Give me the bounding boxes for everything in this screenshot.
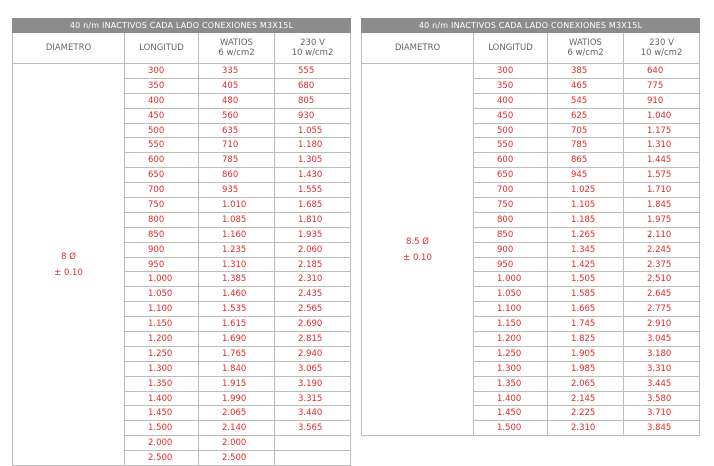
longitud-cell: 400 (125, 93, 199, 108)
longitud-cell: 800 (125, 212, 199, 227)
longitud-cell: 2.000 (125, 436, 199, 451)
longitud-cell: 300 (125, 64, 199, 79)
table-row (362, 64, 700, 79)
header-watios-label: WATIOS (569, 38, 602, 48)
longitud-cell: 1.050 (474, 287, 548, 302)
voltage-watts-cell: 680 (275, 78, 351, 93)
voltage-watts-cell: 1.305 (275, 153, 351, 168)
longitud-cell: 2.500 (125, 451, 199, 466)
longitud-cell: 1.000 (125, 272, 199, 287)
longitud-cell: 1.500 (125, 421, 199, 436)
longitud-cell: 650 (125, 168, 199, 183)
voltage-watts-cell: 930 (275, 108, 351, 123)
watios-cell: 860 (199, 168, 275, 183)
longitud-cell: 1.100 (125, 302, 199, 317)
watios-cell: 1.665 (548, 302, 624, 317)
voltage-watts-cell: 2.940 (275, 346, 351, 361)
voltage-watts-cell: 640 (624, 64, 700, 79)
watios-cell: 1.235 (199, 242, 275, 257)
voltage-watts-cell: 910 (624, 93, 700, 108)
longitud-cell: 850 (125, 227, 199, 242)
voltage-watts-cell: 1.935 (275, 227, 351, 242)
watios-cell: 935 (199, 183, 275, 198)
header-watios-unit: 6 w/cm2 (218, 48, 255, 58)
voltage-watts-cell: 2.815 (275, 332, 351, 347)
longitud-cell: 1.250 (125, 346, 199, 361)
longitud-cell: 1.400 (474, 391, 548, 406)
watios-cell: 2.065 (548, 376, 624, 391)
longitud-cell: 1.300 (125, 361, 199, 376)
watios-cell: 385 (548, 64, 624, 79)
header-longitud: LONGITUD (474, 33, 548, 64)
watios-cell: 1.160 (199, 227, 275, 242)
diameter-cell (362, 64, 474, 436)
watios-cell: 2.500 (199, 451, 275, 466)
voltage-watts-cell: 3.045 (624, 332, 700, 347)
voltage-watts-cell: 3.310 (624, 361, 700, 376)
watios-cell: 405 (199, 78, 275, 93)
voltage-watts-cell: 775 (624, 78, 700, 93)
heater-table-8-5mm (361, 18, 700, 436)
watios-cell: 1.265 (548, 227, 624, 242)
longitud-cell: 500 (474, 123, 548, 138)
diameter-value: 8 Ø (61, 251, 76, 262)
watios-cell: 1.025 (548, 183, 624, 198)
watios-cell: 945 (548, 168, 624, 183)
longitud-cell: 650 (474, 168, 548, 183)
longitud-cell: 1.050 (125, 287, 199, 302)
voltage-watts-cell: 1.040 (624, 108, 700, 123)
voltage-watts-cell: 555 (275, 64, 351, 79)
longitud-cell: 800 (474, 212, 548, 227)
watios-cell: 2.065 (199, 406, 275, 421)
table-title: 40 n/m INACTIVOS CADA LADO CONEXIONES M3X15L (13, 19, 351, 33)
longitud-cell: 600 (125, 153, 199, 168)
longitud-cell: 1.500 (474, 421, 548, 436)
watios-cell: 1.585 (548, 287, 624, 302)
voltage-watts-cell: 1.575 (624, 168, 700, 183)
watios-cell: 2.225 (548, 406, 624, 421)
longitud-cell: 1.350 (125, 376, 199, 391)
longitud-cell: 1.150 (474, 317, 548, 332)
longitud-cell: 700 (125, 183, 199, 198)
watios-cell: 1.990 (199, 391, 275, 406)
watios-cell: 1.535 (199, 302, 275, 317)
longitud-cell: 1.200 (474, 332, 548, 347)
voltage-watts-cell: 1.055 (275, 123, 351, 138)
watios-cell: 1.745 (548, 317, 624, 332)
watios-cell: 1.765 (199, 346, 275, 361)
longitud-cell: 1.250 (474, 346, 548, 361)
watios-cell: 2.145 (548, 391, 624, 406)
watios-cell: 635 (199, 123, 275, 138)
voltage-watts-cell: 2.310 (275, 272, 351, 287)
voltage-watts-cell: 2.645 (624, 287, 700, 302)
voltage-watts-cell: 2.375 (624, 257, 700, 272)
voltage-watts-cell: 805 (275, 93, 351, 108)
voltage-watts-cell: 3.065 (275, 361, 351, 376)
watios-cell: 560 (199, 108, 275, 123)
longitud-cell: 350 (474, 78, 548, 93)
longitud-cell: 550 (125, 138, 199, 153)
watios-cell: 1.460 (199, 287, 275, 302)
longitud-cell: 450 (474, 108, 548, 123)
watios-cell: 1.825 (548, 332, 624, 347)
voltage-watts-cell: 2.060 (275, 242, 351, 257)
header-voltage-unit: 10 w/cm2 (291, 48, 334, 58)
watios-cell: 1.105 (548, 198, 624, 213)
watios-cell: 2.310 (548, 421, 624, 436)
watios-cell: 1.010 (199, 198, 275, 213)
voltage-watts-cell: 1.685 (275, 198, 351, 213)
watios-cell: 710 (199, 138, 275, 153)
longitud-cell: 1.150 (125, 317, 199, 332)
voltage-watts-cell: 2.775 (624, 302, 700, 317)
voltage-watts-cell: 3.440 (275, 406, 351, 421)
watios-cell: 2.000 (199, 436, 275, 451)
longitud-cell: 750 (125, 198, 199, 213)
voltage-watts-cell: 3.565 (275, 421, 351, 436)
voltage-watts-cell: 2.185 (275, 257, 351, 272)
voltage-watts-cell (275, 451, 351, 466)
header-watios (199, 33, 275, 64)
heater-table-8mm (12, 18, 351, 466)
longitud-cell: 1.200 (125, 332, 199, 347)
voltage-watts-cell: 1.310 (624, 138, 700, 153)
longitud-cell: 950 (474, 257, 548, 272)
longitud-cell: 700 (474, 183, 548, 198)
voltage-watts-cell: 1.430 (275, 168, 351, 183)
voltage-watts-cell: 1.845 (624, 198, 700, 213)
voltage-watts-cell: 3.190 (275, 376, 351, 391)
header-watios-label: WATIOS (220, 38, 253, 48)
voltage-watts-cell: 3.845 (624, 421, 700, 436)
voltage-watts-cell: 3.180 (624, 346, 700, 361)
header-voltage (275, 33, 351, 64)
header-watios-unit: 6 w/cm2 (567, 48, 604, 58)
watios-cell: 1.905 (548, 346, 624, 361)
table-title: 40 n/m INACTIVOS CADA LADO CONEXIONES M3X15L (362, 19, 700, 33)
longitud-cell: 1.100 (474, 302, 548, 317)
watios-cell: 335 (199, 64, 275, 79)
header-voltage (624, 33, 700, 64)
watios-cell: 1.690 (199, 332, 275, 347)
header-voltage-label: 230 V (300, 38, 325, 48)
header-longitud: LONGITUD (125, 33, 199, 64)
voltage-watts-cell (275, 436, 351, 451)
voltage-watts-cell: 2.245 (624, 242, 700, 257)
watios-cell: 1.345 (548, 242, 624, 257)
longitud-cell: 900 (125, 242, 199, 257)
watios-cell: 1.985 (548, 361, 624, 376)
longitud-cell: 550 (474, 138, 548, 153)
diameter-value: 8.5 Ø (406, 236, 429, 247)
watios-cell: 545 (548, 93, 624, 108)
longitud-cell: 1.450 (474, 406, 548, 421)
voltage-watts-cell: 1.180 (275, 138, 351, 153)
diameter-cell (13, 64, 125, 466)
voltage-watts-cell: 1.710 (624, 183, 700, 198)
voltage-watts-cell: 1.445 (624, 153, 700, 168)
diameter-tolerance: ± 0.10 (54, 267, 83, 278)
longitud-cell: 500 (125, 123, 199, 138)
longitud-cell: 900 (474, 242, 548, 257)
voltage-watts-cell: 1.175 (624, 123, 700, 138)
longitud-cell: 300 (474, 64, 548, 79)
voltage-watts-cell: 2.910 (624, 317, 700, 332)
watios-cell: 465 (548, 78, 624, 93)
voltage-watts-cell: 2.690 (275, 317, 351, 332)
watios-cell: 785 (548, 138, 624, 153)
diameter-tolerance: ± 0.10 (403, 252, 432, 263)
table-row (13, 64, 351, 79)
longitud-cell: 350 (125, 78, 199, 93)
header-voltage-unit: 10 w/cm2 (640, 48, 683, 58)
header-watios (548, 33, 624, 64)
voltage-watts-cell: 3.445 (624, 376, 700, 391)
longitud-cell: 850 (474, 227, 548, 242)
watios-cell: 1.615 (199, 317, 275, 332)
voltage-watts-cell: 2.510 (624, 272, 700, 287)
longitud-cell: 1.000 (474, 272, 548, 287)
watios-cell: 1.915 (199, 376, 275, 391)
header-diametro: DIAMETRO (13, 33, 125, 64)
watios-cell: 2.140 (199, 421, 275, 436)
watios-cell: 865 (548, 153, 624, 168)
longitud-cell: 1.350 (474, 376, 548, 391)
longitud-cell: 400 (474, 93, 548, 108)
watios-cell: 1.505 (548, 272, 624, 287)
watios-cell: 1.840 (199, 361, 275, 376)
watios-cell: 1.385 (199, 272, 275, 287)
voltage-watts-cell: 2.110 (624, 227, 700, 242)
watios-cell: 705 (548, 123, 624, 138)
longitud-cell: 750 (474, 198, 548, 213)
watios-cell: 625 (548, 108, 624, 123)
longitud-cell: 1.400 (125, 391, 199, 406)
longitud-cell: 950 (125, 257, 199, 272)
voltage-watts-cell: 2.565 (275, 302, 351, 317)
watios-cell: 1.310 (199, 257, 275, 272)
longitud-cell: 450 (125, 108, 199, 123)
voltage-watts-cell: 1.810 (275, 212, 351, 227)
watios-cell: 785 (199, 153, 275, 168)
voltage-watts-cell: 1.555 (275, 183, 351, 198)
longitud-cell: 1.450 (125, 406, 199, 421)
voltage-watts-cell: 1.975 (624, 212, 700, 227)
voltage-watts-cell: 3.710 (624, 406, 700, 421)
watios-cell: 480 (199, 93, 275, 108)
watios-cell: 1.185 (548, 212, 624, 227)
voltage-watts-cell: 3.315 (275, 391, 351, 406)
watios-cell: 1.085 (199, 212, 275, 227)
longitud-cell: 600 (474, 153, 548, 168)
voltage-watts-cell: 3.580 (624, 391, 700, 406)
voltage-watts-cell: 2.435 (275, 287, 351, 302)
watios-cell: 1.425 (548, 257, 624, 272)
longitud-cell: 1.300 (474, 361, 548, 376)
header-diametro: DIAMETRO (362, 33, 474, 64)
header-voltage-label: 230 V (649, 38, 674, 48)
